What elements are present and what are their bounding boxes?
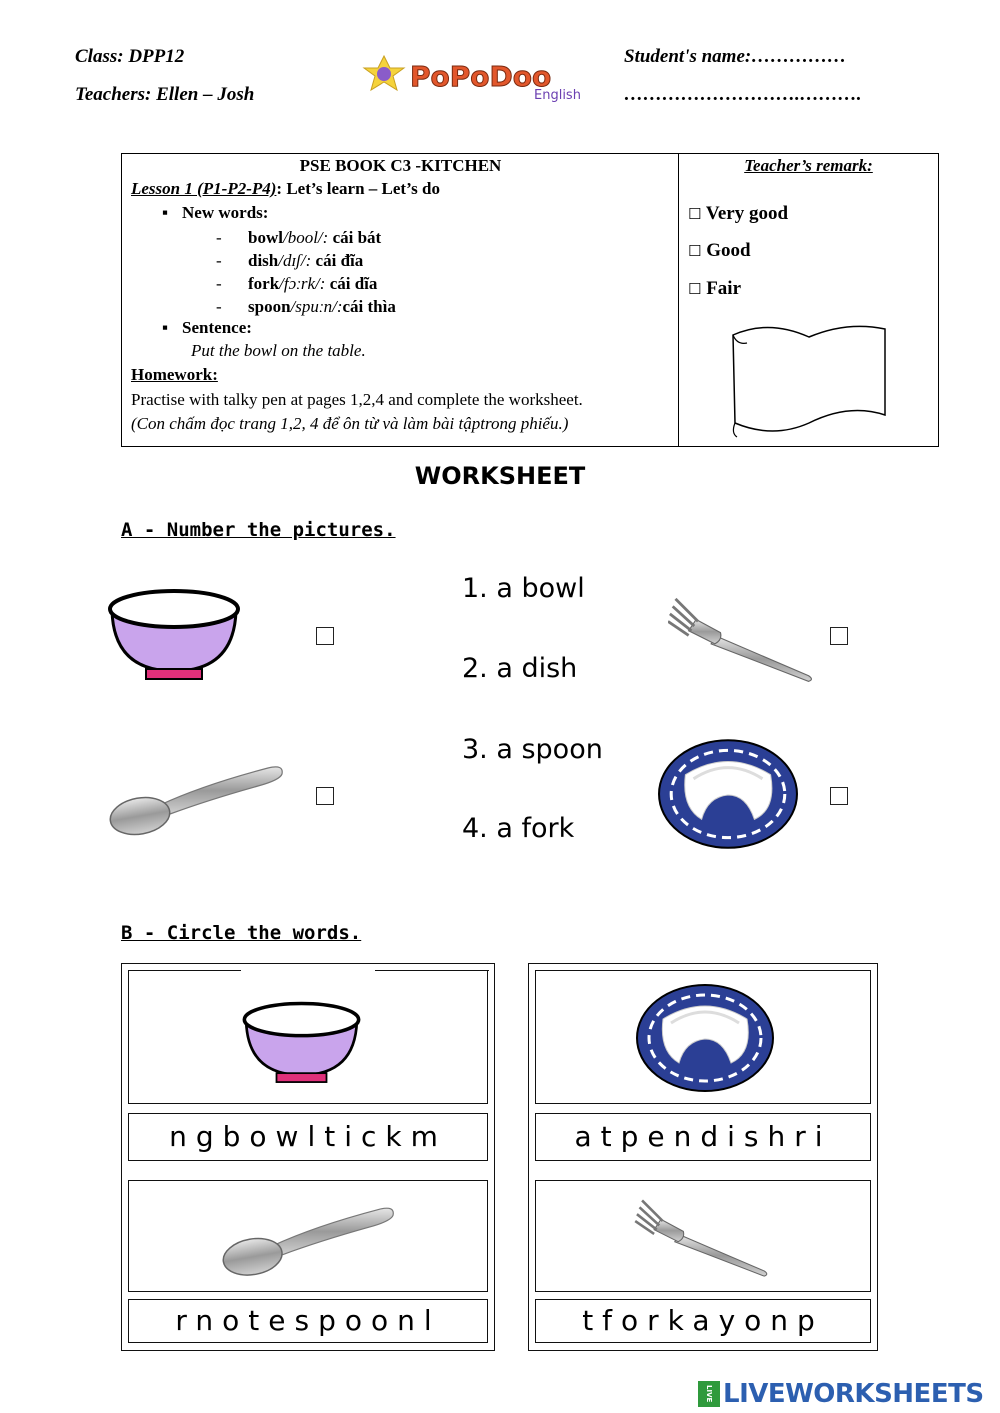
circle-panel-left [121,963,495,1351]
choice-item: 1. a bowl [462,573,585,604]
cell-top-border [129,970,241,971]
spoon-picture [221,1191,399,1281]
letter-row[interactable]: ngbowltickm [128,1113,488,1161]
svg-text:English: English [534,88,581,102]
svg-text:PoPoDoo: PoPoDoo [410,60,552,93]
word-item [216,226,396,249]
checkbox-icon[interactable]: ☐ [688,242,702,260]
bowl-picture [239,996,364,1086]
book-title: PSE BOOK C3 -KITCHEN [299,156,502,175]
picture-cell-bowl [128,970,488,1104]
fork-picture [668,594,818,690]
word-item [216,249,396,272]
homework-text: Practise with talky pen at pages 1,2,4 and complete the worksheet. [131,390,583,409]
choice-item: 2. a dish [462,653,578,684]
section-a-title: A - Number the pictures. [121,519,396,541]
word-list [216,226,396,318]
lesson-ref: Lesson 1 (P1-P2-P4) [131,179,277,198]
word-ipa: /dɪʃ/: [278,251,316,270]
teachers-label: Teachers: Ellen – Josh [75,84,255,105]
teacher-remark-panel [679,154,938,446]
student-name-line: ……………………….………. [624,84,862,105]
dish-number-box[interactable] [830,787,848,805]
remark-title: Teacher’s remark: [744,156,873,175]
lesson-details [122,154,679,446]
checkbox-icon[interactable]: ☐ [688,205,702,223]
picture-cell-dish [535,970,871,1104]
homework-label: Homework: [131,365,218,384]
dash-icon: - [216,297,222,316]
checkbox-icon[interactable]: ☐ [688,280,702,298]
remark-scroll[interactable] [729,319,889,441]
dash-icon: - [216,251,222,270]
homework-vi: (Con chấm đọc trang 1,2, 4 để ôn từ và làm bài tậptrong phiếu.) [131,414,569,433]
sentence-label: Sentence: [182,318,252,337]
section-b-title: B - Circle the words. [121,922,362,944]
dish-picture [634,983,776,1093]
remark-option-fair[interactable] [688,278,741,300]
spoon-number-box[interactable] [316,787,334,805]
spoon-picture [108,750,288,840]
remark-option-label: Very good [705,203,789,224]
letter-row[interactable]: tforkayonp [535,1299,871,1343]
sentence-heading [162,318,252,338]
student-name-label: Student's name:…………… [624,46,847,67]
new-words-label: New words: [182,203,269,222]
word-meaning: cái thìa [342,297,396,316]
remark-option-label: Fair [706,278,742,299]
remark-option-very-good[interactable] [688,203,788,225]
bullet-icon: ▪ [162,318,169,337]
word: dish [248,251,279,270]
brand-text: LIVEWORKSHEETS [723,1379,984,1409]
word-meaning: cái bát [332,228,382,247]
word-meaning: cái đĩa [315,251,364,270]
lesson-heading [131,179,440,199]
bullet-icon: ▪ [162,203,169,222]
dash-icon: - [216,228,222,247]
sentence-text: Put the bowl on the table. [191,341,366,360]
new-words-heading [162,203,268,223]
fork-number-box[interactable] [830,627,848,645]
live-badge-icon: LIVE [698,1381,720,1407]
word: spoon [248,297,291,316]
lesson-title: : Let’s learn – Let’s do [276,179,440,198]
remark-option-good[interactable] [688,240,751,262]
circle-panel-right [528,963,878,1351]
choice-item: 4. a fork [462,813,575,844]
lesson-box [121,153,939,447]
word: bowl [248,228,283,247]
bowl-number-box[interactable] [316,627,334,645]
worksheet-title: WORKSHEET [414,462,586,490]
choice-item: 3. a spoon [462,734,603,765]
word-item [216,295,396,318]
letter-row[interactable]: atpendishri [535,1113,871,1161]
dish-picture [657,738,799,850]
dash-icon: - [216,274,222,293]
letter-row[interactable]: rnotespoonl [128,1299,488,1343]
cell-top-border [375,970,489,971]
bowl-picture [104,583,244,683]
remark-option-label: Good [706,240,751,261]
picture-cell-fork [535,1180,871,1292]
word-item [216,272,396,295]
word-meaning: cái dĩa [329,274,378,293]
popodoo-logo [362,52,594,102]
fork-picture [624,1197,784,1283]
word: fork [248,274,280,293]
liveworksheets-logo [698,1377,984,1411]
word-ipa: /fɔːrk/: [279,274,330,293]
picture-cell-spoon [128,1180,488,1292]
class-label: Class: DPP12 [75,46,185,67]
word-ipa: /spuːn/: [290,297,343,316]
word-ipa: /bool/: [282,228,333,247]
